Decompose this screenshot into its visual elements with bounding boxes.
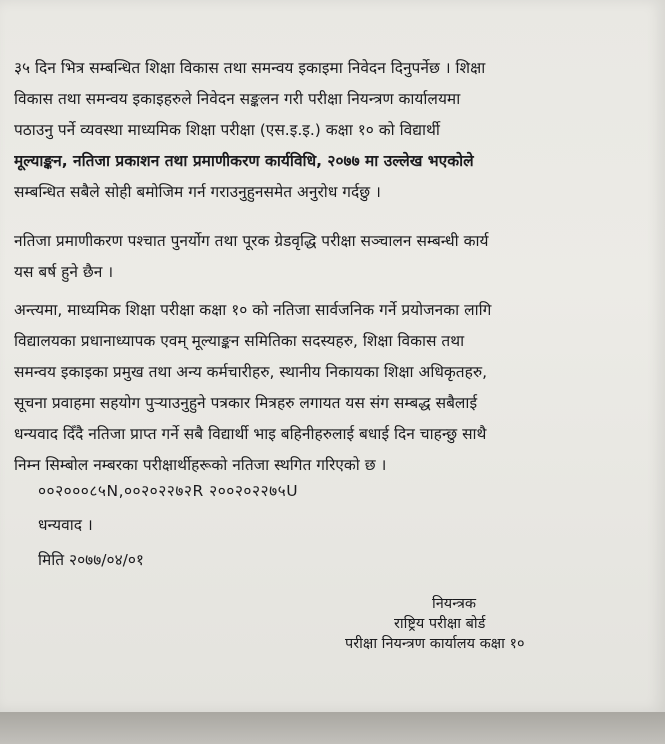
- signature-board: राष्ट्रिय परीक्षा बोर्ड: [394, 616, 486, 632]
- paragraph-line: धन्यवाद दिँदै नतिजा प्राप्त गर्ने सबै विद्यार्थी भाइ बहिनीहरुलाई बधाई दिन चाहन्छु साथै: [14, 425, 487, 443]
- paragraph-line: निम्न सिम्बोल नम्बरका परीक्षार्थीहरूको नतिजा स्थगित गरिएको छ ।: [14, 456, 387, 474]
- paragraph-line: नतिजा प्रमाणीकरण पश्चात पुनर्योग तथा पूरक ग्रेडवृद्धि परीक्षा सञ्चालन सम्बन्धी कार्य: [14, 232, 489, 250]
- background-surface: [0, 712, 665, 744]
- paragraph-line: सम्बन्धित सबैले सोही बमोजिम गर्न गराउनुहुनसमेत अनुरोध गर्दछु ।: [14, 183, 381, 201]
- paragraph-no-retotaling: [14, 226, 654, 288]
- paragraph-line: मूल्याङ्कन, नतिजा प्रकाशन तथा प्रमाणीकरण कार्यविधि, २०७७ मा उल्लेख भएकोले: [14, 152, 474, 170]
- paragraph-line: पठाउनु पर्ने व्यवस्था माध्यमिक शिक्षा परीक्षा (एस.इ.इ.) कक्षा १० को विद्यार्थी: [14, 121, 440, 139]
- thanks-line: धन्यवाद ।: [38, 516, 93, 534]
- paragraph-line: यस बर्ष हुने छैन ।: [14, 263, 114, 281]
- paragraph-line: विद्यालयका प्रधानाध्यापक एवम् मूल्याङ्कन समितिका सदस्यहरु, शिक्षा विकास तथा: [14, 332, 465, 350]
- paragraph-thanks-and-withheld: [14, 295, 654, 481]
- paragraph-line: अन्त्यमा, माध्यमिक शिक्षा परीक्षा कक्षा १० को नतिजा सार्वजनिक गर्ने प्रयोजनका लागि: [14, 301, 492, 319]
- paragraph-line: समन्वय इकाइका प्रमुख तथा अन्य कर्मचारीहरु, स्थानीय निकायका शिक्षा अधिकृतहरु,: [14, 363, 488, 381]
- date-line: मिति २०७७/०४/०१: [38, 551, 144, 569]
- paragraph-instructions: [14, 53, 654, 208]
- signature-office: परीक्षा नियन्त्रण कार्यालय कक्षा १०: [345, 636, 525, 652]
- paragraph-line: सूचना प्रवाहमा सहयोग पुर्‍याउनुहुने पत्रकार मित्रहरु लगायत यस संग सम्बद्ध सबैलाई: [14, 394, 478, 412]
- paragraph-line: ३५ दिन भित्र सम्बन्धित शिक्षा विकास तथा समन्वय इकाइमा निवेदन दिनुपर्नेछ । शिक्षा: [14, 59, 486, 77]
- signature-title: नियन्त्रक: [432, 596, 477, 612]
- paragraph-line: विकास तथा समन्वय इकाइहरुले निवेदन सङ्कलन गरी परीक्षा नियन्त्रण कार्यालयमा: [14, 90, 461, 108]
- symbol-numbers: ००२०००८५N,००२०२२७२R २००२०२२७५U: [38, 482, 299, 500]
